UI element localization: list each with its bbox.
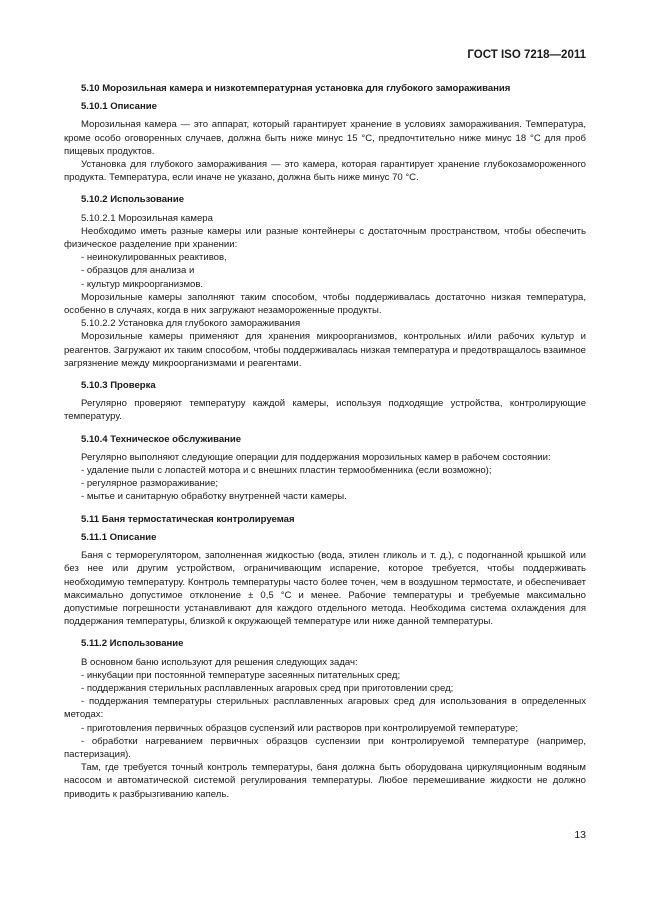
paragraph: Морозильные камеры применяют для хранения микроорганизмов, контрольных и/или рабочих культур и реагентов. Загружают их таким способом, чтобы поддерживалась низкая температура и предотвращалось взаимное загрязнение между микроорганизмами и реагентами.	[64, 331, 586, 369]
subheading-5-10-2-2: 5.10.2.2 Установка для глубокого замораживания	[81, 318, 301, 330]
paragraph: Установка для глубокого замораживания — это камера, которая гарантирует хранение глубокозамороженного продукта. Температура, если иначе не указано, должна быть ниже минус 70 °С.	[64, 159, 586, 184]
list-item: - мытье и санитарную обработку внутренней части камеры.	[81, 491, 347, 503]
list-item: - образцов для анализа и	[81, 265, 195, 277]
paragraph: Регулярно выполняют следующие операции для поддержания морозильных камер в рабочем состоянии:	[81, 451, 551, 463]
list-item: - поддержания температуры стерильных расплавленных агаровых сред для использования в определенных методах:	[64, 696, 586, 721]
paragraph: Регулярно проверяют температуру каждой камеры, используя подходящие устройства, контролирующие температуру.	[64, 398, 586, 423]
heading-5-10: 5.10 Морозильная камера и низкотемпературная установка для глубокого замораживания	[81, 83, 511, 94]
paragraph: Баня с терморегулятором, заполненная жидкостью (вода, этилен гликоль и т. д.), с подогнанной крышкой или без нее или другим устройством, ограничивающим испарение, которое требуется, чтобы поддерживать необходимую температуру. Контроль температуры часто более точен, чем в воздушном термостате, и обеспечивает максимально допустимое отклонение ± 0,5 °С и менее. Рабочие температуры и требуемые максимально допустимые погрешности устанавливают для каждого отдельного метода. Необходима система охлаждения для поддержания температуры, близкой к окружающей температуре или ниже данной температуры.	[64, 550, 586, 628]
document-header: ГОСТ ISO 7218—2011	[467, 49, 586, 61]
list-item: - приготовления первичных образцов суспензий или растворов при контролируемой температуре;	[81, 722, 518, 734]
list-item: - инкубации при постоянной температуре засеянных питательных сред;	[81, 669, 401, 681]
document-body	[64, 79, 586, 801]
heading-5-10-4: 5.10.4 Техническое обслуживание	[81, 433, 242, 445]
paragraph: Морозильная камера — это аппарат, который гарантирует хранение в условиях замораживания. Температура, кроме особо оговоренных случаев, должна быть ниже минус 15 °С, предпочтительно ниже минус 18 °С для проб пищевых продуктов.	[64, 119, 586, 157]
heading-5-11-1: 5.11.1 Описание	[81, 531, 157, 543]
paragraph: Необходимо иметь разные камеры или разные контейнеры с достаточным пространством, чтобы обеспечить физическое разделение при хранении:	[64, 225, 586, 251]
page-number: 13	[574, 829, 586, 841]
list-item: - культур микроорганизмов.	[81, 278, 204, 290]
heading-5-10-3: 5.10.3 Проверка	[81, 380, 156, 392]
list-item: - неинокулированных реактивов,	[81, 252, 227, 264]
heading-5-11: 5.11 Баня термостатическая контролируемая	[81, 513, 295, 525]
paragraph: Морозильные камеры заполняют таким способом, чтобы поддерживалась достаточно низкая температура, особенно в случаях, когда в них загружают незамороженные продукты.	[64, 291, 586, 317]
subheading-5-10-2-1: 5.10.2.1 Морозильная камера	[81, 212, 213, 224]
paragraph: В основном баню используют для решения следующих задач:	[81, 656, 358, 668]
heading-5-10-1: 5.10.1 Описание	[81, 101, 157, 113]
paragraph: Там, где требуется точный контроль температуры, баня должна быть оборудована циркуляционным водяным насосом и автоматической системой регулирования температуры. Любое перемешивание жидкости не должно приводить к разбрызгиванию капель.	[64, 762, 586, 800]
heading-5-10-2: 5.10.2 Использование	[81, 194, 184, 206]
list-item: - обработки нагреванием первичных образцов суспензии при контролируемой температуре (например, пастеризация).	[64, 735, 586, 760]
heading-5-11-2: 5.11.2 Использование	[81, 638, 184, 650]
list-item: - регулярное размораживание;	[81, 478, 219, 490]
list-item: - поддержания стерильных расплавленных агаровых сред при приготовлении сред;	[81, 682, 454, 694]
list-item: - удаление пыли с лопастей мотора и с внешних пластин термообменника (если возможно);	[81, 465, 492, 477]
